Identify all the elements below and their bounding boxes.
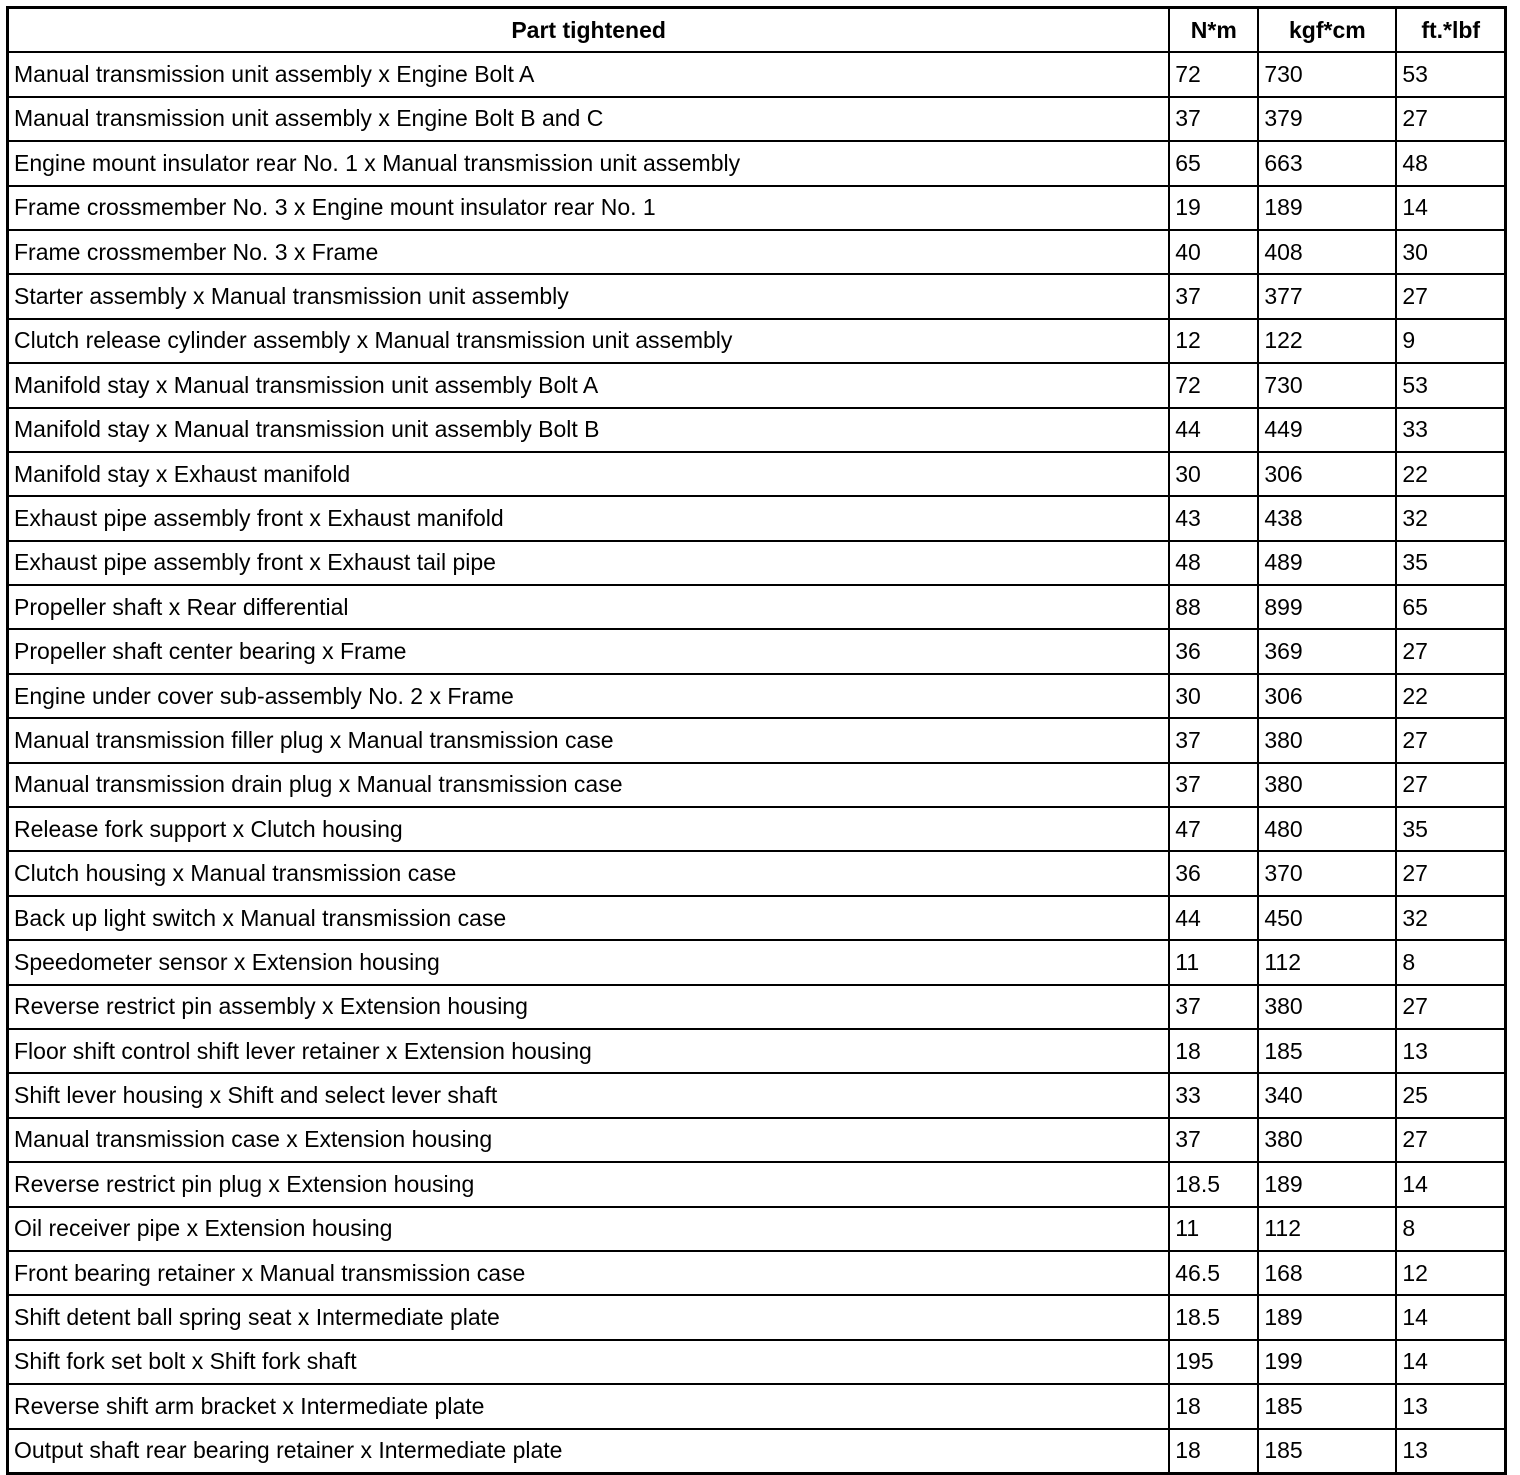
cell-ft-lbf: 14 <box>1396 1340 1505 1384</box>
cell-kgf-cm: 122 <box>1258 319 1396 363</box>
table-row <box>8 1162 1506 1206</box>
cell-ft-lbf: 8 <box>1396 1207 1505 1251</box>
cell-kgf-cm: 306 <box>1258 674 1396 718</box>
table-row <box>8 629 1506 673</box>
cell-ft-lbf: 13 <box>1396 1029 1505 1073</box>
cell-kgf-cm: 340 <box>1258 1073 1396 1117</box>
cell-part-tightened: Front bearing retainer x Manual transmission case <box>8 1251 1170 1295</box>
cell-newton-meter: 36 <box>1169 629 1258 673</box>
table-row <box>8 585 1506 629</box>
cell-kgf-cm: 185 <box>1258 1384 1396 1428</box>
table-row <box>8 452 1506 496</box>
cell-kgf-cm: 408 <box>1258 230 1396 274</box>
cell-ft-lbf: 8 <box>1396 940 1505 984</box>
header-part-tightened: Part tightened <box>8 8 1170 53</box>
cell-kgf-cm: 199 <box>1258 1340 1396 1384</box>
cell-kgf-cm: 899 <box>1258 585 1396 629</box>
cell-newton-meter: 18.5 <box>1169 1162 1258 1206</box>
cell-kgf-cm: 438 <box>1258 496 1396 540</box>
cell-part-tightened: Manifold stay x Manual transmission unit assembly Bolt A <box>8 363 1170 407</box>
header-ft-lbf: ft.*lbf <box>1396 8 1505 53</box>
cell-part-tightened: Reverse shift arm bracket x Intermediate plate <box>8 1384 1170 1428</box>
cell-ft-lbf: 27 <box>1396 763 1505 807</box>
cell-newton-meter: 19 <box>1169 186 1258 230</box>
table-row <box>8 1340 1506 1384</box>
table-row <box>8 1073 1506 1117</box>
cell-part-tightened: Exhaust pipe assembly front x Exhaust manifold <box>8 496 1170 540</box>
table-row <box>8 1029 1506 1073</box>
cell-part-tightened: Clutch housing x Manual transmission case <box>8 851 1170 895</box>
cell-part-tightened: Manual transmission unit assembly x Engine Bolt A <box>8 52 1170 96</box>
cell-part-tightened: Manifold stay x Exhaust manifold <box>8 452 1170 496</box>
cell-ft-lbf: 33 <box>1396 408 1505 452</box>
cell-kgf-cm: 370 <box>1258 851 1396 895</box>
cell-part-tightened: Speedometer sensor x Extension housing <box>8 940 1170 984</box>
table-row <box>8 274 1506 318</box>
cell-newton-meter: 65 <box>1169 141 1258 185</box>
cell-kgf-cm: 306 <box>1258 452 1396 496</box>
cell-newton-meter: 18 <box>1169 1429 1258 1474</box>
cell-part-tightened: Floor shift control shift lever retainer x Extension housing <box>8 1029 1170 1073</box>
table-row <box>8 1118 1506 1162</box>
cell-kgf-cm: 377 <box>1258 274 1396 318</box>
table-row <box>8 1429 1506 1474</box>
cell-part-tightened: Output shaft rear bearing retainer x Intermediate plate <box>8 1429 1170 1474</box>
cell-part-tightened: Manual transmission unit assembly x Engine Bolt B and C <box>8 97 1170 141</box>
cell-part-tightened: Propeller shaft center bearing x Frame <box>8 629 1170 673</box>
cell-newton-meter: 43 <box>1169 496 1258 540</box>
cell-ft-lbf: 25 <box>1396 1073 1505 1117</box>
cell-ft-lbf: 27 <box>1396 985 1505 1029</box>
cell-newton-meter: 11 <box>1169 940 1258 984</box>
cell-kgf-cm: 168 <box>1258 1251 1396 1295</box>
cell-kgf-cm: 369 <box>1258 629 1396 673</box>
cell-ft-lbf: 14 <box>1396 186 1505 230</box>
cell-newton-meter: 37 <box>1169 1118 1258 1162</box>
cell-newton-meter: 12 <box>1169 319 1258 363</box>
table-row <box>8 1295 1506 1339</box>
cell-kgf-cm: 380 <box>1258 763 1396 807</box>
cell-part-tightened: Exhaust pipe assembly front x Exhaust tail pipe <box>8 541 1170 585</box>
cell-ft-lbf: 53 <box>1396 52 1505 96</box>
cell-ft-lbf: 22 <box>1396 674 1505 718</box>
cell-kgf-cm: 189 <box>1258 1295 1396 1339</box>
cell-newton-meter: 11 <box>1169 1207 1258 1251</box>
table-row <box>8 141 1506 185</box>
cell-part-tightened: Frame crossmember No. 3 x Engine mount insulator rear No. 1 <box>8 186 1170 230</box>
cell-kgf-cm: 112 <box>1258 1207 1396 1251</box>
cell-part-tightened: Back up light switch x Manual transmission case <box>8 896 1170 940</box>
cell-newton-meter: 18 <box>1169 1384 1258 1428</box>
cell-newton-meter: 44 <box>1169 896 1258 940</box>
cell-ft-lbf: 53 <box>1396 363 1505 407</box>
cell-newton-meter: 88 <box>1169 585 1258 629</box>
cell-newton-meter: 33 <box>1169 1073 1258 1117</box>
torque-spec-table <box>6 6 1507 1475</box>
cell-ft-lbf: 32 <box>1396 496 1505 540</box>
cell-ft-lbf: 27 <box>1396 629 1505 673</box>
cell-kgf-cm: 185 <box>1258 1029 1396 1073</box>
cell-newton-meter: 18 <box>1169 1029 1258 1073</box>
cell-newton-meter: 72 <box>1169 363 1258 407</box>
table-row <box>8 52 1506 96</box>
table-row <box>8 718 1506 762</box>
cell-part-tightened: Engine mount insulator rear No. 1 x Manual transmission unit assembly <box>8 141 1170 185</box>
cell-kgf-cm: 112 <box>1258 940 1396 984</box>
cell-part-tightened: Engine under cover sub-assembly No. 2 x Frame <box>8 674 1170 718</box>
cell-kgf-cm: 480 <box>1258 807 1396 851</box>
table-row <box>8 186 1506 230</box>
cell-newton-meter: 36 <box>1169 851 1258 895</box>
table-row <box>8 1384 1506 1428</box>
cell-ft-lbf: 32 <box>1396 896 1505 940</box>
cell-part-tightened: Frame crossmember No. 3 x Frame <box>8 230 1170 274</box>
cell-newton-meter: 37 <box>1169 97 1258 141</box>
cell-kgf-cm: 730 <box>1258 363 1396 407</box>
table-row <box>8 496 1506 540</box>
table-row <box>8 363 1506 407</box>
cell-ft-lbf: 13 <box>1396 1429 1505 1474</box>
cell-ft-lbf: 12 <box>1396 1251 1505 1295</box>
cell-newton-meter: 44 <box>1169 408 1258 452</box>
cell-ft-lbf: 14 <box>1396 1295 1505 1339</box>
cell-kgf-cm: 380 <box>1258 718 1396 762</box>
cell-ft-lbf: 30 <box>1396 230 1505 274</box>
cell-newton-meter: 72 <box>1169 52 1258 96</box>
cell-newton-meter: 37 <box>1169 274 1258 318</box>
cell-newton-meter: 48 <box>1169 541 1258 585</box>
cell-newton-meter: 37 <box>1169 763 1258 807</box>
cell-part-tightened: Shift detent ball spring seat x Intermediate plate <box>8 1295 1170 1339</box>
cell-part-tightened: Manual transmission case x Extension housing <box>8 1118 1170 1162</box>
cell-kgf-cm: 189 <box>1258 1162 1396 1206</box>
header-newton-meter: N*m <box>1169 8 1258 53</box>
table-row <box>8 807 1506 851</box>
cell-newton-meter: 46.5 <box>1169 1251 1258 1295</box>
cell-part-tightened: Propeller shaft x Rear differential <box>8 585 1170 629</box>
cell-part-tightened: Release fork support x Clutch housing <box>8 807 1170 851</box>
cell-part-tightened: Shift fork set bolt x Shift fork shaft <box>8 1340 1170 1384</box>
table-row <box>8 674 1506 718</box>
header-kgf-cm: kgf*cm <box>1258 8 1396 53</box>
cell-ft-lbf: 27 <box>1396 97 1505 141</box>
cell-kgf-cm: 730 <box>1258 52 1396 96</box>
cell-part-tightened: Manual transmission drain plug x Manual transmission case <box>8 763 1170 807</box>
cell-part-tightened: Manifold stay x Manual transmission unit assembly Bolt B <box>8 408 1170 452</box>
cell-part-tightened: Manual transmission filler plug x Manual transmission case <box>8 718 1170 762</box>
cell-kgf-cm: 489 <box>1258 541 1396 585</box>
cell-ft-lbf: 9 <box>1396 319 1505 363</box>
cell-kgf-cm: 185 <box>1258 1429 1396 1474</box>
table-row <box>8 97 1506 141</box>
cell-ft-lbf: 14 <box>1396 1162 1505 1206</box>
cell-kgf-cm: 379 <box>1258 97 1396 141</box>
cell-newton-meter: 30 <box>1169 452 1258 496</box>
cell-ft-lbf: 22 <box>1396 452 1505 496</box>
cell-part-tightened: Clutch release cylinder assembly x Manual transmission unit assembly <box>8 319 1170 363</box>
cell-ft-lbf: 27 <box>1396 1118 1505 1162</box>
cell-newton-meter: 18.5 <box>1169 1295 1258 1339</box>
cell-kgf-cm: 663 <box>1258 141 1396 185</box>
table-row <box>8 408 1506 452</box>
table-row <box>8 940 1506 984</box>
cell-ft-lbf: 27 <box>1396 851 1505 895</box>
cell-ft-lbf: 65 <box>1396 585 1505 629</box>
cell-kgf-cm: 380 <box>1258 985 1396 1029</box>
cell-newton-meter: 47 <box>1169 807 1258 851</box>
table-row <box>8 763 1506 807</box>
cell-part-tightened: Starter assembly x Manual transmission unit assembly <box>8 274 1170 318</box>
table-row <box>8 541 1506 585</box>
cell-part-tightened: Reverse restrict pin plug x Extension housing <box>8 1162 1170 1206</box>
table-row <box>8 1207 1506 1251</box>
cell-ft-lbf: 13 <box>1396 1384 1505 1428</box>
cell-ft-lbf: 35 <box>1396 541 1505 585</box>
cell-ft-lbf: 27 <box>1396 718 1505 762</box>
cell-newton-meter: 195 <box>1169 1340 1258 1384</box>
cell-part-tightened: Shift lever housing x Shift and select lever shaft <box>8 1073 1170 1117</box>
cell-newton-meter: 37 <box>1169 985 1258 1029</box>
table-row <box>8 319 1506 363</box>
cell-part-tightened: Oil receiver pipe x Extension housing <box>8 1207 1170 1251</box>
table-row <box>8 1251 1506 1295</box>
cell-ft-lbf: 48 <box>1396 141 1505 185</box>
table-row <box>8 230 1506 274</box>
cell-newton-meter: 37 <box>1169 718 1258 762</box>
cell-newton-meter: 30 <box>1169 674 1258 718</box>
table-body <box>8 52 1506 1473</box>
cell-ft-lbf: 27 <box>1396 274 1505 318</box>
header-row <box>8 8 1506 53</box>
table-row <box>8 896 1506 940</box>
table-row <box>8 985 1506 1029</box>
cell-kgf-cm: 449 <box>1258 408 1396 452</box>
cell-kgf-cm: 189 <box>1258 186 1396 230</box>
cell-kgf-cm: 450 <box>1258 896 1396 940</box>
cell-newton-meter: 40 <box>1169 230 1258 274</box>
cell-ft-lbf: 35 <box>1396 807 1505 851</box>
table-row <box>8 851 1506 895</box>
cell-kgf-cm: 380 <box>1258 1118 1396 1162</box>
cell-part-tightened: Reverse restrict pin assembly x Extension housing <box>8 985 1170 1029</box>
